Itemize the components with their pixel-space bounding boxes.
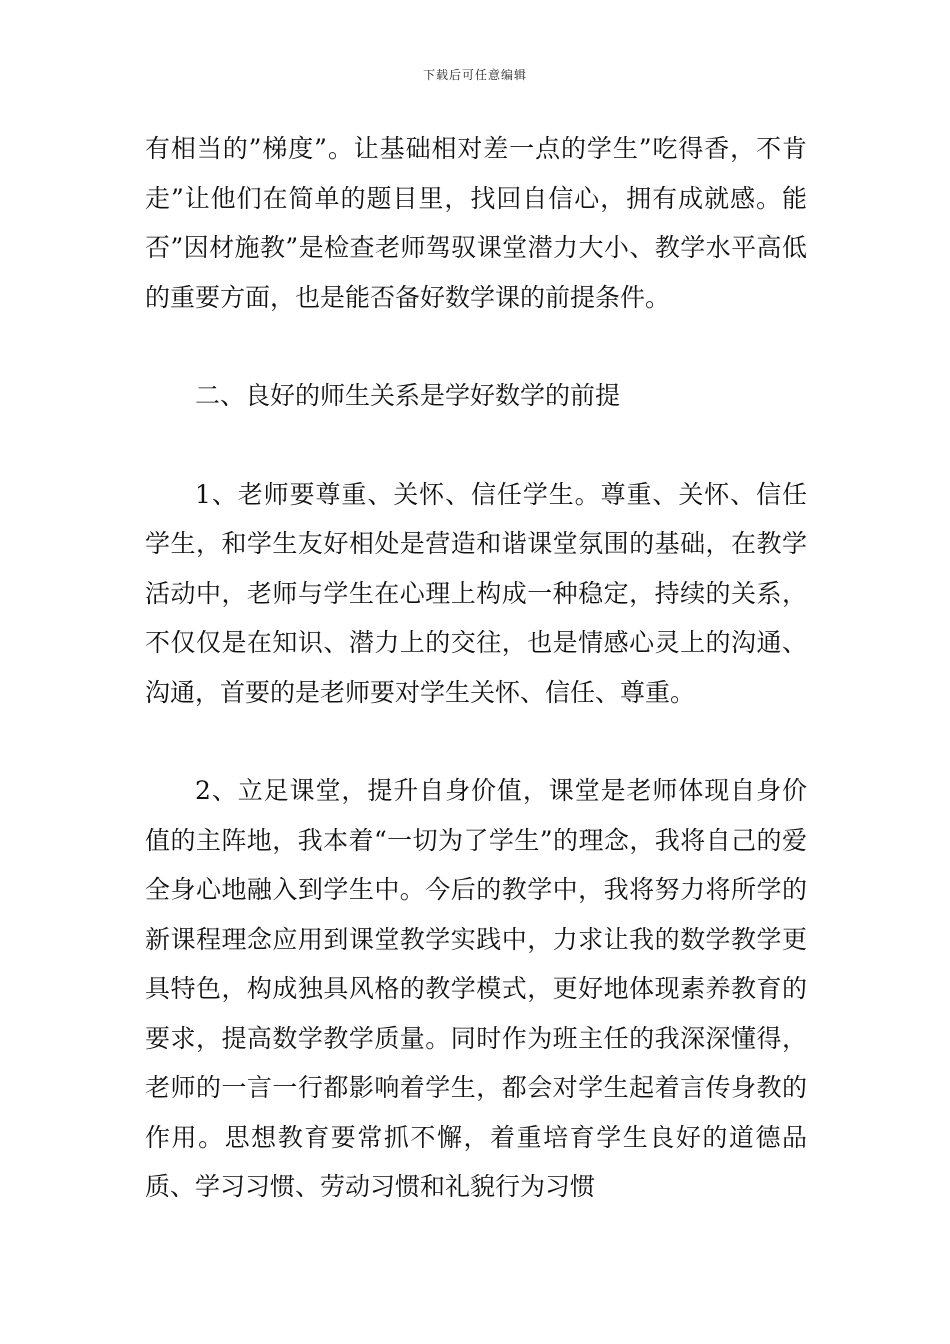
paragraph-continuation: 有相当的”梯度”。让基础相对差一点的学生”吃得香，不肯走”让他们在简单的题目里，找回自信心，拥有成就感。能否”因材施教”是检查老师驾驭课堂潜力大小、教学水平高低的重要方面，也是能否备好数学课的前提条件。 (145, 134, 807, 312)
document-body (145, 124, 807, 1212)
section-heading: 二、良好的师生关系是学好数学的前提 (195, 381, 621, 410)
paragraph-respect-students: 1、老师要尊重、关怀、信任学生。尊重、关怀、信任学生，和学生友好相处是营造和谐课堂氛围的基础，在教学活动中，老师与学生在心理上构成一种稳定，持续的关系，不仅仅是在知识、潜力上的交往，也是情感心灵上的沟通、沟通，首要的是老师要对学生关怀、信任、尊重。 (145, 479, 807, 707)
page-header-note: 下载后可任意编辑 (422, 68, 527, 82)
paragraph-classroom-value: 2、立足课堂，提升自身价值，课堂是老师体现自身价值的主阵地，我本着“一切为了学生”的理念，我将自己的爱全身心地融入到学生中。今后的教学中，我将努力将所学的新课程理念应用到课堂教学实践中，力求让我的数学教学更具特色，构成独具风格的教学模式，更好地体现素养教育的要求，提高数学教学质量。同时作为班主任的我深深懂得，老师的一言一行都影响着学生，都会对学生起着言传身教的作用。思想教育要常抓不懈，着重培育学生良好的道德品质、学习习惯、劳动习惯和礼貌行为习惯 (145, 776, 807, 1201)
